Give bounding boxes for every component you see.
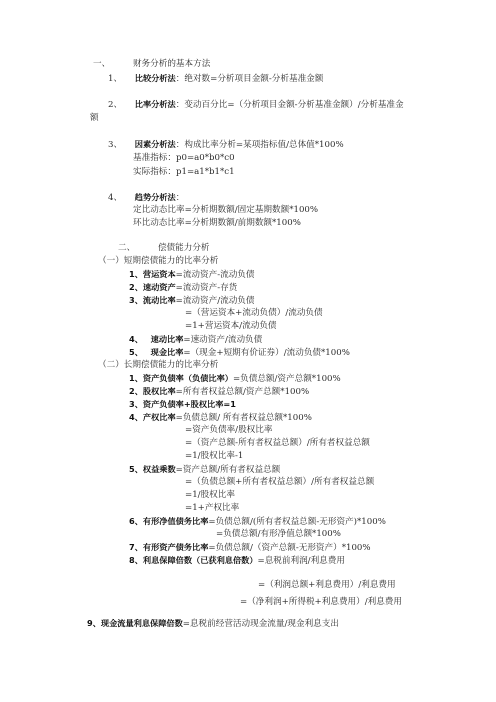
method-factor xyxy=(108,139,344,151)
item-text: ：绝对数=分析项目金额-分析基准金额 xyxy=(175,74,324,84)
item-text: =所有者权益总额/资产总额*100% xyxy=(175,387,310,397)
item-text: =负债总额/资产总额*100% xyxy=(232,374,341,384)
item-text: =速动资产/流动负债 xyxy=(183,335,263,345)
item-label: 3、资产负债率+股权比率=1 xyxy=(129,399,236,409)
item-label: 2、股权比率 xyxy=(129,386,176,396)
item-label: 3、流动比率 xyxy=(129,295,176,305)
item-label: 比较分析法 xyxy=(134,73,176,83)
item-label: 4、产权比率 xyxy=(129,412,176,422)
section-1-heading xyxy=(93,59,210,70)
multiplier-derivation-2: =1/股权比率 xyxy=(185,490,235,500)
current-ratio-derivation-1: =（营运资本+流动负债）/流动负债 xyxy=(185,308,323,318)
method-ratio xyxy=(90,98,410,125)
factor-actual-indicator: 实际指标：p1=a1*b1*c1 xyxy=(133,167,235,177)
item-text: ：变动百分比=（分析项目金额-分析基准金额）/分析基准金额 xyxy=(90,100,404,123)
item-number: 4、 xyxy=(129,334,143,344)
long-item-debt-equity xyxy=(129,412,312,424)
long-item-equity-multiplier xyxy=(129,464,280,476)
method-trend xyxy=(108,192,184,204)
item-label: 5、权益乘数 xyxy=(129,464,176,474)
item-number: 4、 xyxy=(108,193,123,203)
section-2-heading xyxy=(118,243,210,254)
section-1-number: 一、 xyxy=(93,59,111,69)
item-text: =息税前经营活动现金流量/现金利息支出 xyxy=(182,619,339,629)
item-number: 3、 xyxy=(108,140,123,150)
multiplier-derivation-3: =1+产权比率 xyxy=(185,503,240,513)
item-label: 比率分析法 xyxy=(134,99,176,109)
long-item-tangible-net-worth xyxy=(129,516,386,528)
item-label: 8、利息保障倍数（已获利息倍数） xyxy=(129,555,258,565)
item-text: =息税前利润/利息费用 xyxy=(257,556,345,566)
short-item-quick-assets xyxy=(129,282,237,294)
short-item-working-capital xyxy=(129,269,255,281)
tangible-net-derivation: =负债总额/有形净值总额*100% xyxy=(216,529,341,539)
short-item-quick-ratio xyxy=(129,334,262,346)
item-label: 趋势分析法 xyxy=(134,192,176,202)
multiplier-derivation-1: =（负债总额+所有者权益总额）/所有者权益总额 xyxy=(185,477,375,487)
item-label: 速动比率 xyxy=(150,334,184,344)
section-1-title: 财务分析的基本方法 xyxy=(132,59,211,69)
section-2-title: 偿债能力分析 xyxy=(157,243,210,253)
item-text: =负债总额/（资产总额-无形资产）*100% xyxy=(208,543,371,553)
debt-equity-derivation-3: =1/股权比率-1 xyxy=(185,451,244,461)
item-text: =资产总额/所有者权益总额 xyxy=(175,465,281,475)
method-comparison xyxy=(108,73,323,85)
current-ratio-derivation-2: =1+营运资本/流动负债 xyxy=(185,321,277,331)
item-text: =流动资产-流动负债 xyxy=(175,270,255,280)
item-label: 现金比率 xyxy=(150,347,184,357)
long-item-tangible-assets xyxy=(129,542,371,554)
item-text: =负债总额/(所有者权益总额-无形资产)*100% xyxy=(208,517,386,527)
item-text: ：构成比率分析=某项指标值/总体值*100% xyxy=(175,140,344,150)
short-item-current-ratio xyxy=(129,295,255,307)
item-number: 2、 xyxy=(108,100,123,110)
item-label: 1、营运资本 xyxy=(129,269,176,279)
section-2-number: 二、 xyxy=(118,243,136,253)
item-text: ： xyxy=(175,193,185,203)
long-item-interest-coverage xyxy=(129,555,345,567)
trend-chain-ratio: 环比动态比率=分析期数额/前期数额*100% xyxy=(133,218,301,228)
debt-equity-derivation-1: =资产负债率/股权比率 xyxy=(185,425,273,435)
long-item-identity xyxy=(129,399,236,411)
item-number: 1、 xyxy=(108,74,123,84)
item-label: 2、速动资产 xyxy=(129,282,176,292)
long-item-equity-ratio xyxy=(129,386,309,398)
item-text: =流动资产/流动负债 xyxy=(175,296,255,306)
item-label: 因素分析法 xyxy=(134,139,176,149)
long-item-cash-interest-coverage xyxy=(87,618,339,630)
interest-derivation-1: =（利润总额+利息费用）/利息费用 xyxy=(258,580,396,590)
item-text: =负债总额/ 所有者权益总额*100% xyxy=(175,413,312,423)
short-term-heading: （一）短期偿债能力的比率分析 xyxy=(98,256,219,266)
item-label: 7、有形资产债务比率 xyxy=(129,542,209,552)
item-number: 5、 xyxy=(129,347,143,357)
debt-equity-derivation-2: =（资产总额-所有者权益总额）/所有者权益总额 xyxy=(185,438,370,448)
item-label: 9、现金流量利息保障倍数 xyxy=(87,618,183,628)
item-label: 1、资产负债率（负债比率） xyxy=(129,373,233,383)
long-term-heading: （二）长期偿债能力的比率分析 xyxy=(98,360,219,370)
short-item-cash-ratio xyxy=(129,347,350,359)
trend-fixed-ratio: 定比动态比率=分析期数额/固定基期数额*100% xyxy=(133,205,319,215)
item-text: =（现金+短期有价证券）/流动负债*100% xyxy=(183,348,350,358)
factor-base-indicator: 基准指标：p0=a0*b0*c0 xyxy=(133,153,235,163)
item-text: =流动资产-存货 xyxy=(175,283,238,293)
item-label: 6、有形净值债务比率 xyxy=(129,516,209,526)
interest-derivation-2: =（净利润+所得税+利息费用）/利息费用 xyxy=(240,597,402,607)
long-item-debt-ratio xyxy=(129,373,341,385)
